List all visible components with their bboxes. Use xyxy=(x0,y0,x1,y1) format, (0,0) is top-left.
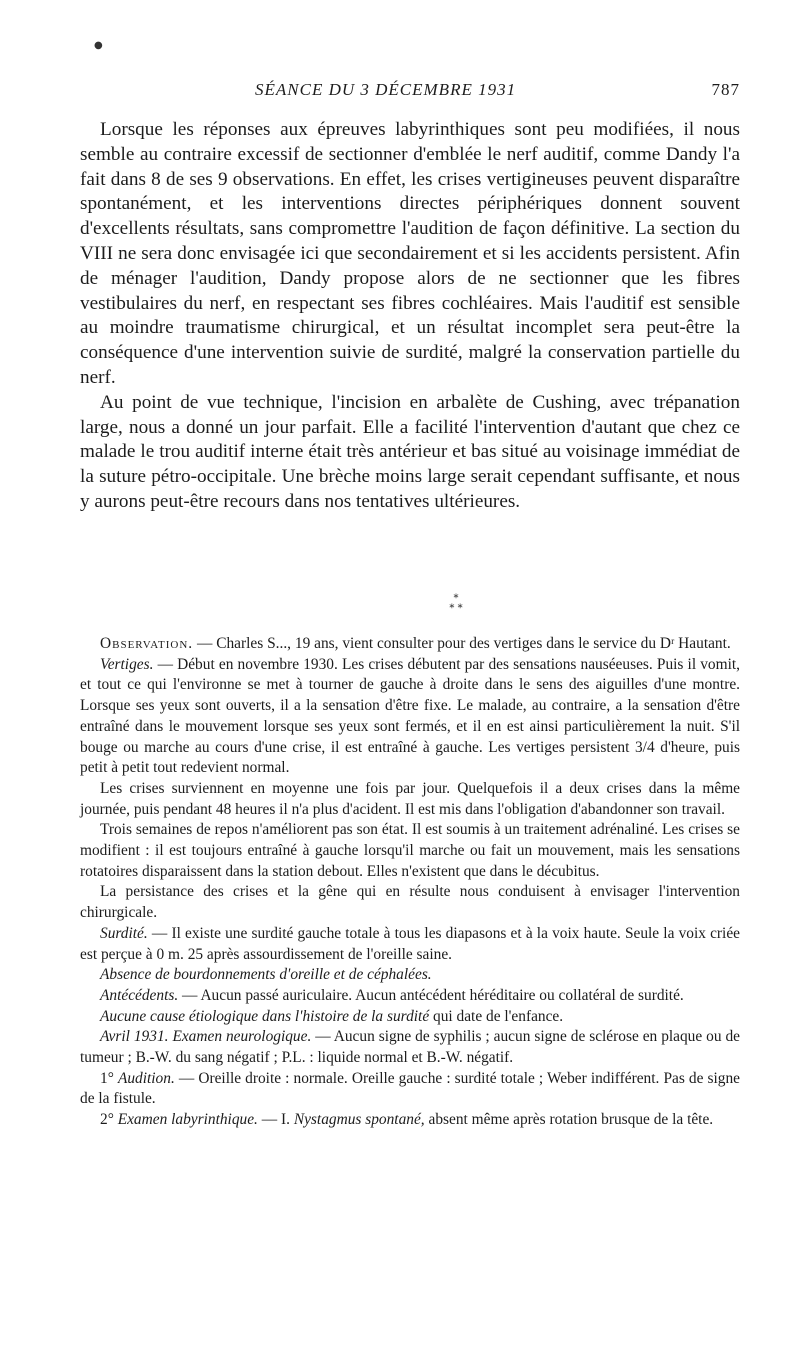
observation-text: — Charles S..., 19 ans, vient consulter pour des vertiges dans le service du Dʳ Hautant. xyxy=(193,635,731,652)
surdite-label: Surdité. xyxy=(100,924,148,942)
antecedents-label: Antécédents. xyxy=(100,986,179,1004)
margin-dot-mark: ● xyxy=(94,40,103,51)
section-separator xyxy=(436,594,476,614)
separator-star-bottom: * * xyxy=(449,603,463,614)
vertiges-label: Vertiges. xyxy=(100,655,154,673)
neuro-exam-label: Examen neurologique. xyxy=(172,1028,312,1046)
case-observation xyxy=(80,634,740,1131)
document-page xyxy=(60,0,740,1365)
treatment-paragraph: Trois semaines de repos n'améliorent pas son état. Il est soumis à un traitement adrénaliné. Les crises se modifient : il est toujours entraîné à gauche lorsqu'il marche ou fait un mouvement, mais les sensations rotatoires disparaissent dans la station debout. Elles n'existent que dans le décubitus. xyxy=(80,821,740,880)
observation-label: Observation. xyxy=(100,635,194,652)
neuro-exam-paragraph xyxy=(80,1027,740,1068)
surdite-text: — Il existe une surdité gauche totale à tous les diapasons et à la voix haute. Seule la voix criée est perçue à 0 m. 25 après assourdissement de l'oreille saine. xyxy=(80,924,740,963)
running-header xyxy=(60,80,740,108)
neuro-exam-date: Avril 1931. xyxy=(100,1028,169,1046)
paragraph: Au point de vue technique, l'incision en arbalète de Cushing, avec trépanation large, nous a donné un jour parfait. Elle a facilité l'intervention d'autant que chez ce malade le trou auditif interne était très antérieur et bas situé au voisinage immédiat de la suture pétro-occipitale. Une brèche moins large serait cependant suffisante, et nous y aurons peut-être recours dans nos tentatives ultérieures. xyxy=(80,391,740,512)
vertiges-paragraph xyxy=(80,655,740,779)
nystagmus-label: Nystagmus spontané, xyxy=(293,1111,425,1129)
etiology-label: Aucune cause étiologique dans l'histoire de la surdité xyxy=(100,1007,430,1025)
labyrinth-number: 2° xyxy=(100,1111,118,1129)
absence-paragraph: Absence de bourdonnements d'oreille et de céphalées. xyxy=(100,966,432,984)
labyrinth-sub: — I. xyxy=(257,1111,294,1129)
etiology-paragraph xyxy=(80,1007,740,1028)
surdite-paragraph xyxy=(80,924,740,965)
vertiges-text: — Début en novembre 1930. Les crises débutent par des sensations nauséeuses. Puis il vomit, et tout ce qui l'environne se met à tourner de gauche à droite dans le sens des aiguilles d'une montre. Lorsque ses yeux sont ouverts, il a la sensation d'être fixe. Le malade, au contraire, a la sensation d'être entraîné dans le mouvement lorsque ses yeux sont fermés, et il en est ainsi particulièrement la nuit. S'il bouge ou marche au cours d'une crise, il est entraîné à gauche. Les vertiges persistent 3/4 d'heure, puis petit à petit tout redevient normal. xyxy=(80,655,740,777)
antecedents-text: — Aucun passé auriculaire. Aucun antécédent héréditaire ou collatéral de surdité. xyxy=(178,986,684,1004)
audition-label: Audition. xyxy=(117,1069,175,1087)
page-number: 787 xyxy=(711,80,740,99)
neuro-exam-text: — Aucun signe de syphilis ; aucun signe de sclérose en plaque ou de tumeur ; B.-W. du sang négatif ; P.L. : liquide normal et B.-W. négatif. xyxy=(80,1028,741,1067)
audition-paragraph xyxy=(80,1069,740,1110)
etiology-text: qui date de l'enfance. xyxy=(429,1007,564,1025)
audition-number: 1° xyxy=(100,1069,118,1087)
main-text xyxy=(80,118,740,515)
running-title: SÉANCE DU 3 DÉCEMBRE 1931 xyxy=(255,80,517,99)
labyrinth-exam-paragraph xyxy=(80,1110,740,1131)
labyrinth-text: absent même après rotation brusque de la tête. xyxy=(424,1111,714,1129)
crises-paragraph: Les crises surviennent en moyenne une fois par jour. Quelquefois il a deux crises dans la même journée, puis pendant 48 heures il n'a plus d'acident. Il est mis dans l'obligation d'abandonner son travail. xyxy=(80,779,740,818)
antecedents-paragraph xyxy=(80,986,740,1007)
labyrinth-label: Examen labyrinthique. xyxy=(117,1111,258,1129)
paragraph: Lorsque les réponses aux épreuves labyrinthiques sont peu modifiées, il nous semble au contraire excessif de sectionner d'emblée le nerf auditif, comme Dandy l'a fait dans 8 de ses 9 observations. En effet, les crises vertigineuses peuvent disparaître spontanément, et les interventions directes périphériques donnent souvent d'excellents résultats, sans compromettre l'audition de façon définitive. La section du VIII ne sera donc envisagée ici que secondairement et si les accidents persistent. Afin de ménager l'audition, Dandy propose alors de ne sectionner que les fibres vestibulaires du nerf, en respectant ses fibres cochléaires. Mais l'auditif est sensible au moindre traumatisme chirurgical, et un résultat incomplet sera peut-être la conséquence d'une intervention suivie de surdité, malgré la conservation partielle du nerf. xyxy=(80,119,740,388)
separator-star-top: * xyxy=(453,593,459,604)
persistence-paragraph: La persistance des crises et la gêne qui en résulte nous conduisent à envisager l'intervention chirurgicale. xyxy=(80,883,740,922)
observation-intro xyxy=(80,634,740,655)
audition-text: — Oreille droite : normale. Oreille gauche : surdité totale ; Weber indifférent. Pas de signe de la fistule. xyxy=(80,1069,740,1108)
